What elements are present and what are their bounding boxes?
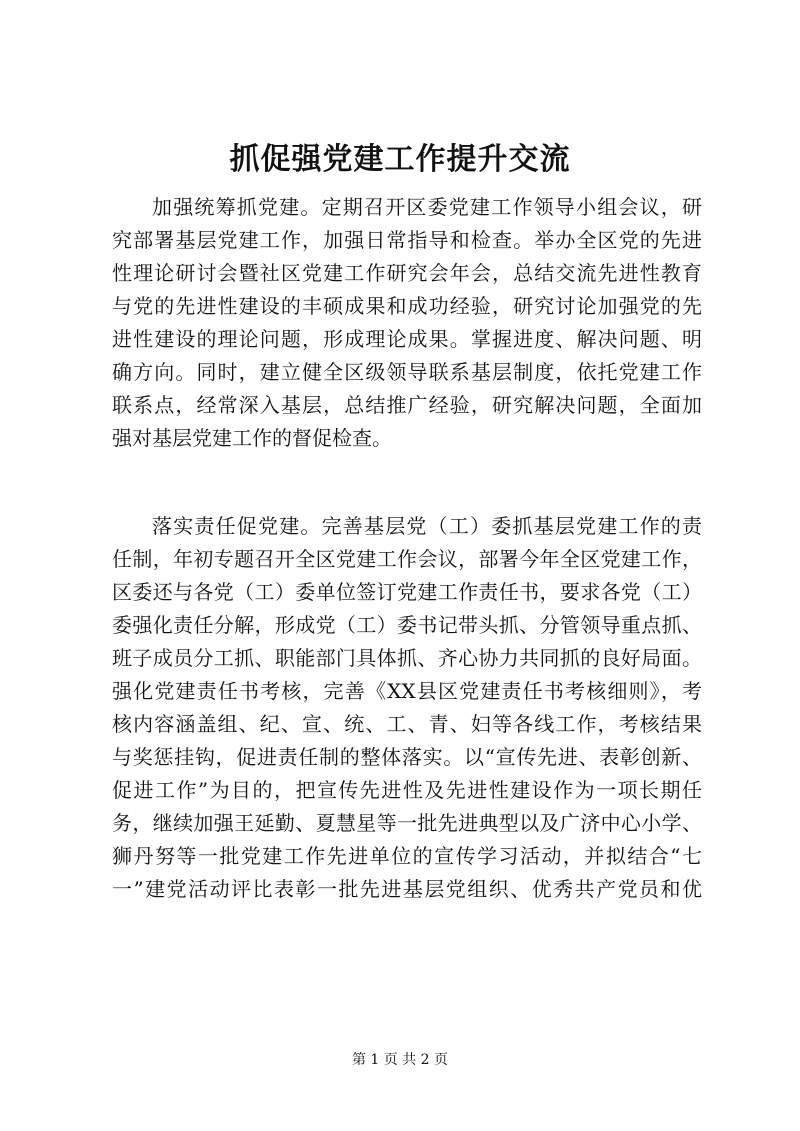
paragraph-1-line-3: 性理论研讨会暨社区党建工作研究会年会，总结交流先进性教育 [112, 261, 702, 285]
paragraph-1-line-6: 确方向。同时，建立健全区级领导联系基层制度，依托党建工作 [112, 360, 702, 384]
paragraph-2-line-8: 与奖惩挂钩，促进责任制的整体落实。以“宣传先进、表彰创新、 [112, 745, 702, 769]
document-title: 抓促强党建工作提升交流 [229, 142, 571, 177]
paragraph-2-line-6: 强化党建责任书考核，完善《XX县区党建责任书考核细则》，考 [112, 679, 702, 703]
paragraph-2-line-12: 一”建党活动评比表彰一批先进基层党组织、优秀共产党员和优 [112, 877, 702, 901]
paragraph-2-line-10: 务，继续加强王延勤、夏慧星等一批先进典型以及广济中心小学、 [112, 811, 702, 835]
paragraph-2-line-5: 班子成员分工抓、职能部门具体抓、齐心协力共同抓的良好局面。 [112, 646, 702, 670]
paragraph-2-line-7: 核内容涵盖组、纪、宣、统、工、青、妇等各线工作，考核结果 [112, 712, 702, 736]
paragraph-1-line-5: 进性建设的理论问题，形成理论成果。掌握进度、解决问题、明 [112, 327, 702, 351]
paragraph-2-line-2: 任制，年初专题召开全区党建工作会议，部署今年全区党建工作， [112, 547, 702, 571]
page-footer: 第 1 页 共 2 页 [351, 1052, 449, 1068]
paragraph-1-line-8: 强对基层党建工作的督促检查。 [112, 426, 392, 450]
paragraph-2-line-11: 狮丹努等一批党建工作先进单位的宣传学习活动，并拟结合“七 [112, 844, 702, 868]
paragraph-2-line-4: 委强化责任分解，形成党（工）委书记带头抓、分管领导重点抓、 [112, 613, 702, 637]
paragraph-2-line-9: 促进工作”为目的，把宣传先进性及先进性建设作为一项长期任 [112, 778, 702, 802]
paragraph-1-line-4: 与党的先进性建设的丰硕成果和成功经验，研究讨论加强党的先 [112, 294, 702, 318]
paragraph-2-line-1: 落实责任促党建。完善基层党（工）委抓基层党建工作的责 [152, 514, 702, 538]
paragraph-1-line-2: 究部署基层党建工作，加强日常指导和检查。举办全区党的先进 [112, 228, 702, 252]
paragraph-1-line-1: 加强统筹抓党建。定期召开区委党建工作领导小组会议，研 [152, 195, 702, 219]
paragraph-2-line-3: 区委还与各党（工）委单位签订党建工作责任书，要求各党（工） [112, 580, 702, 604]
paragraph-1-line-7: 联系点，经常深入基层，总结推广经验，研究解决问题，全面加 [112, 393, 702, 417]
